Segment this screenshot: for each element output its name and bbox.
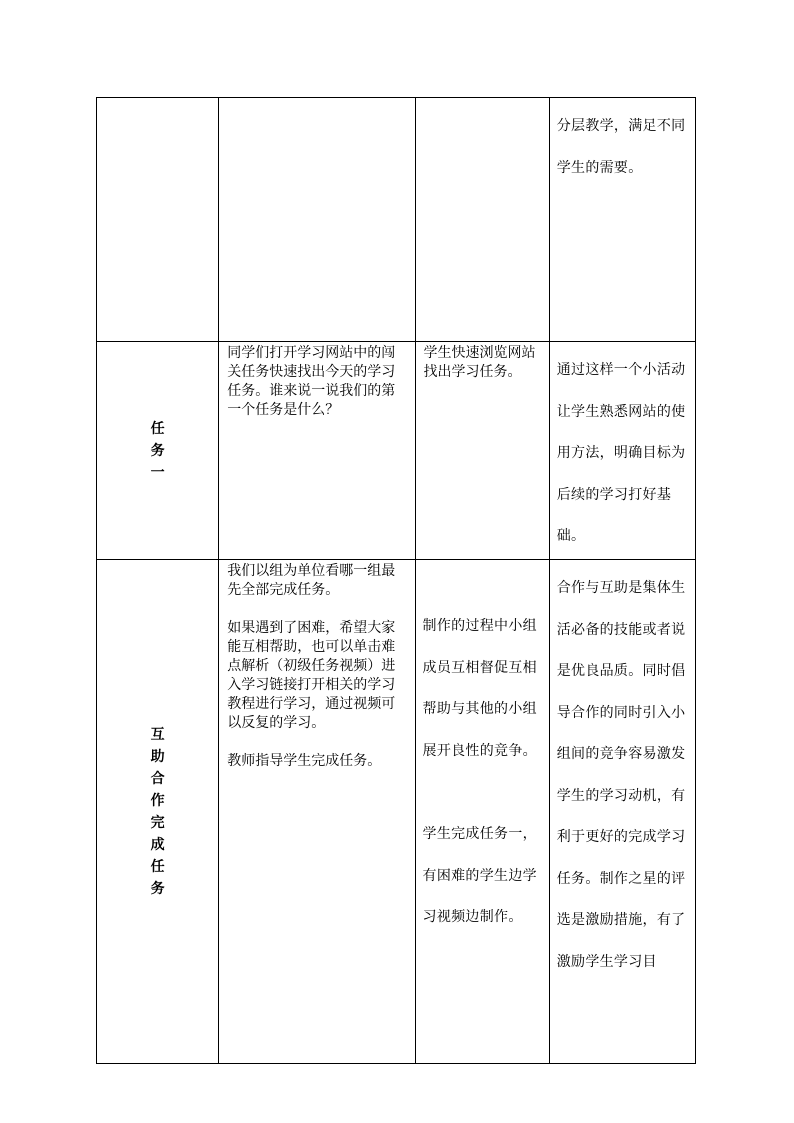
stage-char: 成 (150, 836, 165, 853)
teacher-activity-text: 如果遇到了困难，希望大家能互相帮助，也可以单击难点解析（初级任务视频）进入学习链接打开相关的学习教程进行学习，通过视频可以反复的学习。 (227, 620, 396, 731)
stage-char: 作 (150, 792, 165, 809)
stage-cell (97, 342, 219, 560)
teacher-activity-text: 我们以组为单位看哪一组最先全部完成任务。 (227, 563, 396, 598)
stage-char: 助 (150, 748, 165, 765)
student-activity-text: 学生快速浏览网站找出学习任务。 (423, 345, 536, 380)
teacher-activity-text: 同学们打开学习网站中的闯关任务快速找出今天的学习任务。谁来说一说我们的第一个任务是什么？ (227, 345, 396, 418)
stage-char: 务 (150, 880, 165, 897)
student-activity-text: 学生完成任务一，有困难的学生边学习视频边制作。 (422, 826, 537, 925)
student-activity-cell (415, 342, 549, 560)
lesson-plan-table (96, 97, 696, 1064)
design-intent-cell (549, 560, 695, 1064)
student-activity-text: 制作的过程中小组成员互相督促互相帮助与其他的小组展开良性的竞争。 (422, 618, 537, 759)
design-intent-cell (549, 342, 695, 560)
student-activity-cell (415, 560, 549, 1064)
teacher-activity-cell (219, 98, 415, 342)
stage-cell (97, 98, 219, 342)
stage-char: 互 (150, 726, 165, 743)
table-row (97, 342, 696, 560)
teacher-activity-cell (219, 342, 415, 560)
design-intent-text: 分层教学，满足不同学生的需要。 (556, 118, 686, 176)
teacher-activity-text: 教师指导学生完成任务。 (227, 753, 382, 769)
table-row (97, 98, 696, 342)
design-intent-text: 合作与互助是集体生活必备的技能或者说是优良品质。同时倡导合作的同时引入小组间的竞争容易激发学生的学习动机，有利于更好的完成学习任务。制作之星的评选是激励措施，有了激励学生学习目 (556, 580, 686, 970)
stage-char: 任 (150, 858, 165, 875)
stage-char: 一 (150, 464, 165, 481)
stage-char: 完 (150, 814, 165, 831)
stage-char: 合 (150, 770, 165, 787)
stage-cell (97, 560, 219, 1064)
stage-char: 任 (150, 420, 165, 437)
table-row (97, 560, 696, 1064)
stage-char: 务 (150, 442, 165, 459)
student-activity-cell (415, 98, 549, 342)
design-intent-text: 通过这样一个小活动让学生熟悉网站的使用方法，明确目标为后续的学习打好基础。 (556, 362, 686, 544)
teacher-activity-cell (219, 560, 415, 1064)
design-intent-cell (549, 98, 695, 342)
